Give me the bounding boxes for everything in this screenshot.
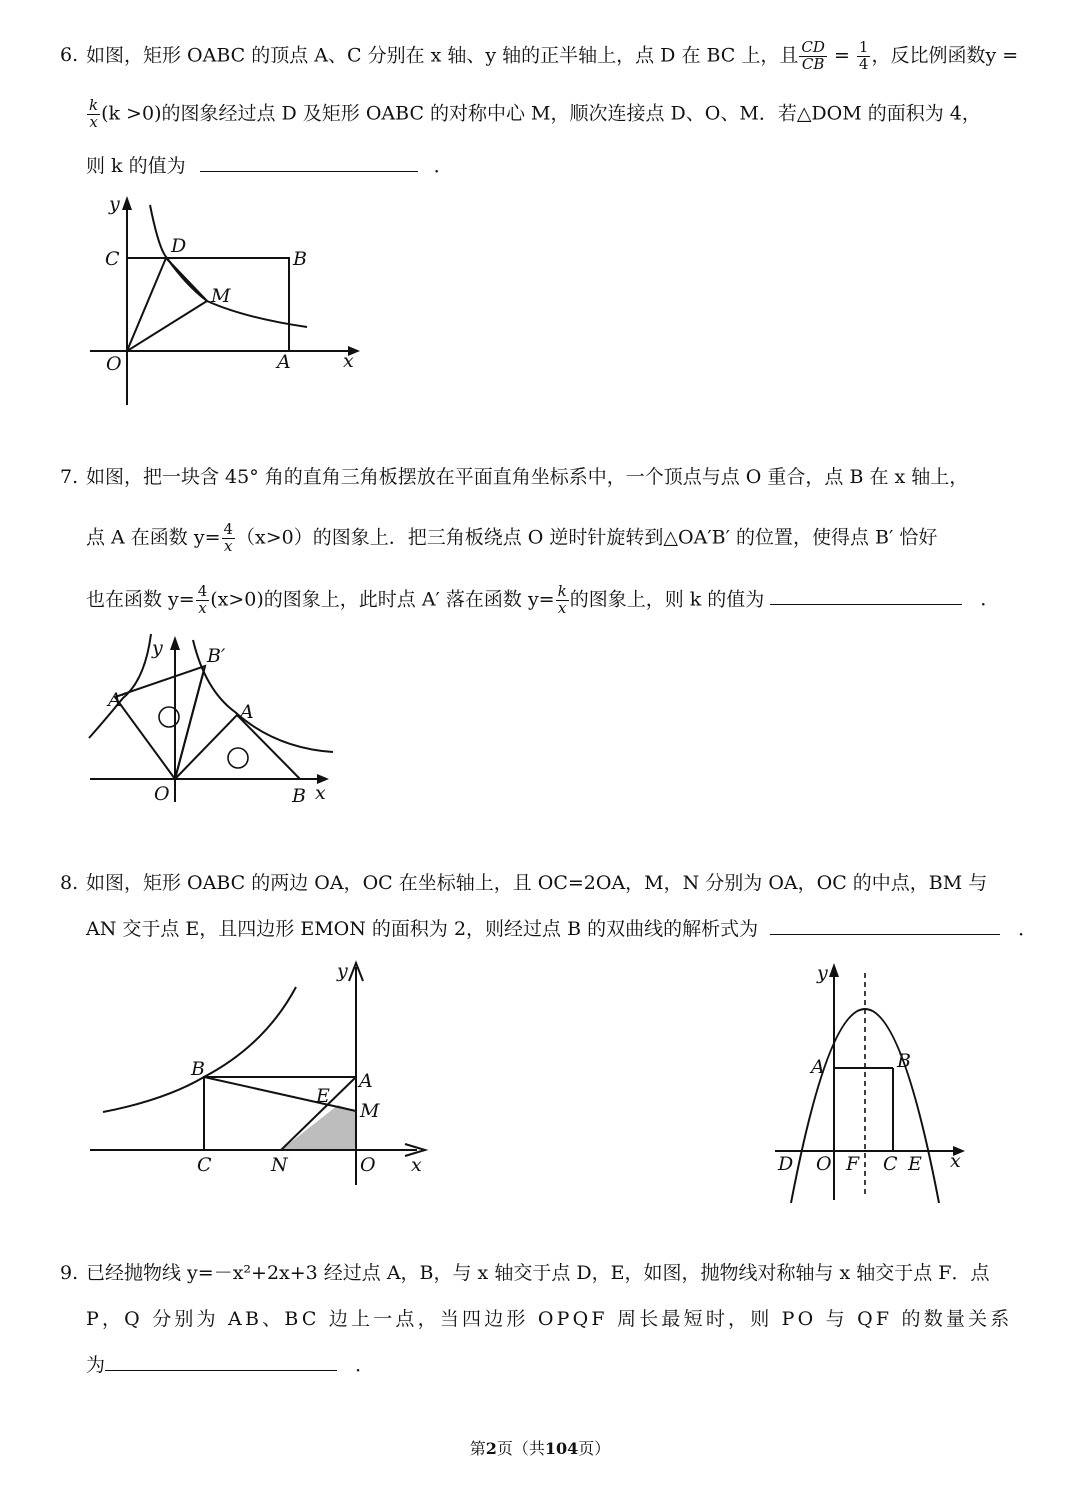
label-b: B [191,1058,205,1080]
label-a: A [811,1056,825,1078]
label-a: A [240,701,254,723]
triangle-oab [175,715,300,779]
label-b: B [292,785,306,807]
label-a: A [277,351,291,373]
figure-q8 [85,955,435,1185]
total-pages: 104 [544,1439,579,1458]
label-y: y [337,960,348,982]
label-c: C [197,1154,212,1176]
question-text: (x>0)的图象上，此时点 A′ 落在函数 y= [210,588,555,611]
label-m: M [360,1100,380,1122]
label-a: A [359,1070,373,1092]
answer-blank[interactable] [770,603,962,605]
figure-q7 [85,630,340,810]
question-text: 如图，矩形 OABC 的顶点 A、C 分别在 x 轴、y 轴的正半轴上，点 D 在 BC 上，且 [86,44,799,67]
label-a-prime: A′ [108,689,127,711]
question-text: 则 k 的值为 [86,155,186,177]
fraction-k-x: $\frac{k}{x}$ [557,582,567,617]
question-text: P，Q 分别为 AB、BC 边上一点，当四边形 OPQF 周长最短时，则 PO 与 QF 的数量关系 [86,1308,1013,1330]
fraction-one-quarter: $\frac{1}{4}$ [858,38,869,73]
hyperbola [103,987,296,1112]
question-text: 已经抛物线 y=－x²+2x+3 经过点 A，B，与 x 轴交于点 D，E，如图，抛物线对称轴与 x 轴交于点 F．点 [86,1262,990,1284]
triangle-hole [228,748,248,768]
question-number: 7. [60,466,79,488]
page-number: 2 [485,1439,497,1458]
question-text: 如图，矩形 OABC 的两边 OA，OC 在坐标轴上，且 OC=2OA，M，N 分别为 OA，OC 的中点，BM 与 [86,872,988,894]
label-d: D [778,1153,794,1175]
answer-blank[interactable] [200,170,418,172]
question-text: （x>0）的图象上．把三角板绕点 O 逆时针旋转到△OA′B′ 的位置，使得点 B′ 恰好 [236,526,938,549]
label-n: N [271,1154,288,1176]
fraction-4-x: $\frac{4}{x}$ [197,582,208,617]
label-c: C [883,1153,898,1175]
question-number: 9. [60,1262,79,1284]
label-f: F [846,1153,860,1175]
page-footer: 第2页（共104页） [469,1439,611,1458]
question-text: AN 交于点 E，且四边形 EMON 的面积为 2，则经过点 B 的双曲线的解析式为 [86,918,759,940]
rectangle-oabc [127,258,289,351]
question-number: 8. [60,872,79,894]
label-x: x [343,350,354,372]
label-o: O [360,1154,376,1176]
question-text: 为 [86,1354,106,1376]
label-o: O [816,1153,832,1175]
label-x: x [950,1150,961,1172]
shaded-region-emon [281,1105,356,1150]
label-m: M [211,285,231,307]
hyperbola-left [89,634,151,738]
question-text: 也在函数 y= [86,588,195,611]
question-text: (k >0)的图象经过点 D 及矩形 OABC 的对称中心 M，顺次连接点 D、O、M．若△DOM 的面积为 4， [101,102,981,125]
label-x: x [411,1154,422,1176]
answer-blank[interactable] [770,933,1000,935]
question-text: 如图，把一块含 45° 角的直角三角板摆放在平面直角坐标系中，一个顶点与点 O 重合，点 B 在 x 轴上， [86,466,969,488]
question-text: ，反比例函数y = [871,44,1019,67]
figure-q9 [770,955,980,1205]
label-e: E [908,1153,922,1175]
question-text: 的图象上，则 k 的值为 [569,588,765,611]
label-o: O [106,353,122,375]
label-e: E [316,1085,330,1107]
label-y: y [152,637,163,659]
question-text: 点 A 在函数 y= [86,526,221,549]
label-o: O [154,783,170,805]
fraction-cd-cb: $\frac{CD}{CB}$ [801,38,825,73]
answer-blank[interactable] [105,1369,337,1371]
label-b-prime: B′ [207,645,226,667]
question-number: 6. [60,44,79,67]
label-y: y [109,193,120,215]
label-x: x [315,782,326,804]
label-b: B [897,1050,911,1072]
label-y: y [817,962,828,984]
fraction-4-x: $\frac{4}{x}$ [223,520,234,555]
figure-q6 [85,190,375,410]
label-d: D [171,235,187,257]
fraction-k-x: $\frac{k}{x}$ [89,96,99,131]
label-b: B [293,248,307,270]
label-c: C [105,248,120,270]
